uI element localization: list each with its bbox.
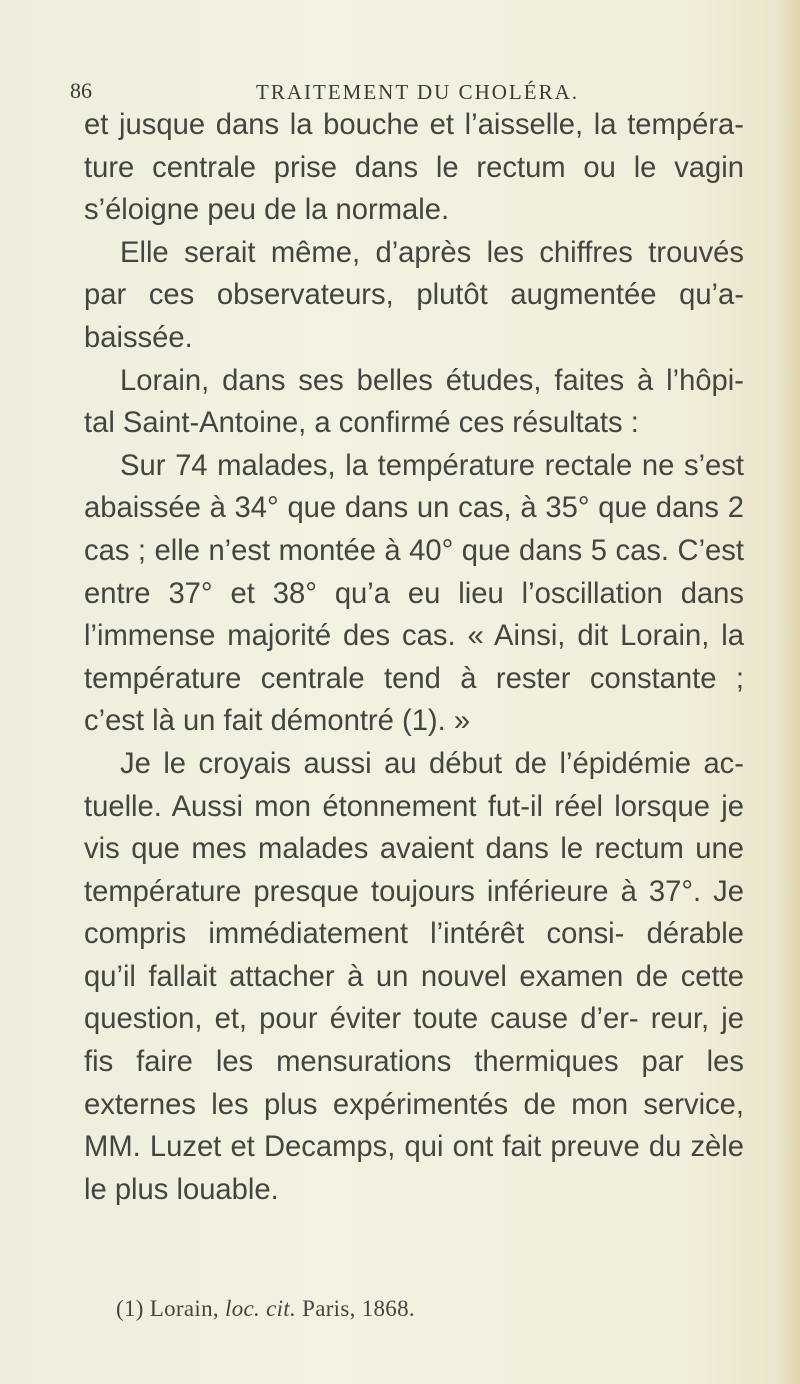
body-text <box>84 104 744 1211</box>
page-number: 86 <box>70 78 92 103</box>
footnote-loc-cit: loc. cit. <box>225 1296 297 1321</box>
paragraph-3: Lorain, dans ses belles études, faites à l’hôpi- tal Saint-Antoine, a confirmé ces résultats : <box>84 364 744 440</box>
paragraph-2: Elle serait même, d’après les chiffres trouvés par ces observateurs, plutôt augmentée qu’a- baissée. <box>84 236 744 354</box>
page-edge-shadow <box>778 0 800 1384</box>
running-title: TRAITEMENT DU CHOLÉRA. <box>256 80 580 104</box>
paragraph-1: et jusque dans la bouche et l’aisselle, la tempéra- ture centrale prise dans le rectum ou le vagin s’éloigne peu de la normale. <box>84 109 744 227</box>
footnote-marker: (1) Lorain, <box>116 1296 219 1321</box>
footnote <box>116 1296 415 1322</box>
paragraph-5: Je le croyais aussi au début de l’épidémie ac- tuelle. Aussi mon étonnement fut-il réel lorsque je vis que mes malades avaient dans le rectum une température presque toujours inférieure à 37°. Je compris immédiatement l’intérêt consi- dérable qu’il fallait attacher à un nouvel examen de cette question, et, pour éviter toute cause d’er- reur, je fis faire les mensurations thermiques par les externes les plus expérimentés de mon service, MM. Luzet et Decamps, qui ont fait preuve du zèle le plus louable. <box>84 747 744 1206</box>
footnote-rest: Paris, 1868. <box>302 1296 415 1321</box>
paragraph-4: Sur 74 malades, la température rectale ne s’est abaissée à 34° que dans un cas, à 35° que dans 2 cas ; elle n’est montée à 40° que dans 5 cas. C’est entre 37° et 38° qu’a eu lieu l’oscillation dans l’immense majorité des cas. « Ainsi, dit Lorain, la température centrale tend à rester constante ; c’est là un fait démontré (1). » <box>84 449 744 738</box>
